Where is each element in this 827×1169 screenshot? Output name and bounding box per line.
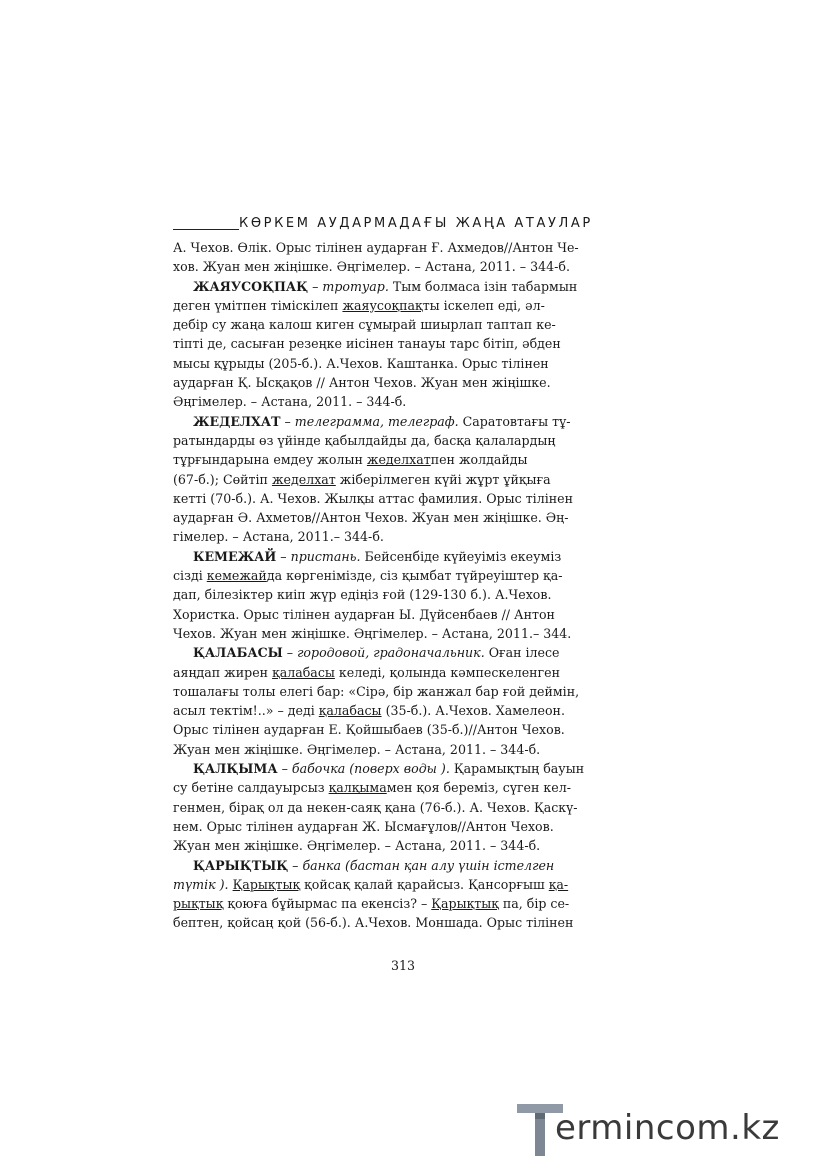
text-line bbox=[173, 875, 619, 894]
text-line bbox=[173, 836, 619, 855]
text-run: – bbox=[276, 548, 291, 564]
text-run: па, бір се- bbox=[498, 896, 570, 912]
text-run: (67-б.); Сөйтіп bbox=[173, 471, 272, 487]
text-line bbox=[173, 701, 619, 720]
russian-equivalent: пристань. bbox=[290, 548, 361, 564]
logo-wordmark: ermincom.kz bbox=[555, 1108, 780, 1148]
text-line bbox=[173, 412, 619, 431]
text-line bbox=[173, 856, 619, 875]
headword: КЕМЕЖАЙ bbox=[193, 548, 277, 564]
text-run: су бетіне салдауырсыз bbox=[173, 780, 329, 796]
text-run: жіберілмеген күйі жұрт ұйқыға bbox=[335, 471, 551, 487]
text-run: сізді bbox=[173, 568, 207, 584]
term-usage: рықтық bbox=[173, 896, 224, 912]
term-usage: жеделхат bbox=[366, 452, 431, 468]
term-usage: қалабасы bbox=[272, 664, 335, 680]
text-run: пен жолдайды bbox=[430, 452, 528, 468]
text-run: аударған Қ. Ысқақов // Антон Чехов. Жуан мен жіңішке. bbox=[173, 375, 551, 391]
russian-equivalent: түтік ). bbox=[173, 876, 229, 892]
text-run: тіпті де, сасыған резеңке иісінен танауы тарс бітіп, әбден bbox=[173, 336, 561, 352]
text-run: – bbox=[277, 761, 292, 777]
term-usage: Қарықтық bbox=[431, 896, 499, 912]
headword: ҚАЛҚЫМА bbox=[193, 761, 278, 777]
text-run: Жуан мен жіңішке. Әңгімелер. – Астана, 2011. – 344-б. bbox=[173, 838, 541, 854]
russian-equivalent: тротуар. bbox=[322, 278, 389, 294]
text-line bbox=[173, 605, 619, 624]
text-run: аяңдап жирен bbox=[173, 664, 273, 680]
text-line bbox=[173, 392, 619, 411]
text-line bbox=[173, 894, 619, 913]
text-run: дап, білезіктер киіп жүр едіңіз ғой (129-130 б.). А.Чехов. bbox=[173, 587, 552, 603]
text-line bbox=[173, 527, 619, 546]
text-run: дебір су жаңа калош киген сұмырай шиырлап таптап ке- bbox=[173, 317, 556, 333]
dictionary-entry bbox=[173, 759, 619, 855]
text-run: Жуан мен жіңішке. Әңгімелер. – Астана, 2011. – 344-б. bbox=[173, 741, 541, 757]
text-line bbox=[173, 450, 619, 469]
text-run: Орыс тілінен аударған Е. Қойшыбаев (35-б.)//Антон Чехов. bbox=[173, 722, 565, 738]
text-line bbox=[173, 778, 619, 797]
text-run: ратындарды өз үйінде қабылдайды да, басқа қалалардың bbox=[173, 432, 556, 448]
text-run: ты іскелеп еді, әл- bbox=[422, 297, 545, 313]
text-run: мысы құрыды (205-б.). А.Чехов. Каштанка. Орыс тілінен bbox=[173, 355, 549, 371]
text-line bbox=[173, 759, 619, 778]
running-head-title: КӨРКЕМ АУДАРМАДАҒЫ ЖАҢА АТАУЛАР bbox=[239, 216, 593, 231]
text-run: гімелер. – Астана, 2011.– 344-б. bbox=[173, 529, 384, 545]
text-run: деген үмітпен тіміскілеп bbox=[173, 297, 343, 313]
text-run: Тым болмаса ізін табармын bbox=[388, 278, 578, 294]
text-run: Қарамықтың бауын bbox=[449, 761, 585, 777]
text-line bbox=[173, 682, 619, 701]
text-run: қойсақ қалай қарайсыз. Қансорғыш bbox=[300, 876, 549, 892]
text-run: Оған ілесе bbox=[484, 645, 560, 661]
headword: ҚАРЫҚТЫҚ bbox=[193, 857, 289, 873]
text-line bbox=[173, 547, 619, 566]
text-run: келеді, қолында кәмпескеленген bbox=[334, 664, 561, 680]
text-run: бептен, қойсаң қой (56-б.). А.Чехов. Моншада. Орыс тілінен bbox=[173, 915, 574, 931]
text-run: тошалағы толы елегі бар: «Сірә, бір жанжал бар ғой деймін, bbox=[173, 683, 580, 699]
text-run: – bbox=[308, 278, 323, 294]
text-run: Саратовтағы тұ- bbox=[458, 413, 571, 429]
text-run: кетті (70-б.). А. Чехов. Жылқы аттас фамилия. Орыс тілінен bbox=[173, 490, 573, 506]
text-line bbox=[173, 566, 619, 585]
term-usage: қалқыма bbox=[328, 780, 387, 796]
dictionary-entry bbox=[173, 643, 619, 759]
text-run: Чехов. Жуан мен жіңішке. Әңгімелер. – Астана, 2011.– 344. bbox=[173, 625, 572, 641]
headword: ЖАЯУСОҚПАҚ bbox=[193, 278, 309, 294]
russian-equivalent: телеграмма, телеграф. bbox=[294, 413, 459, 429]
text-run: Бейсенбіде күйеуіміз екеуміз bbox=[360, 548, 562, 564]
dictionary-entry bbox=[173, 412, 619, 547]
text-line bbox=[173, 277, 619, 296]
text-line bbox=[173, 798, 619, 817]
text-run: Әңгімелер. – Астана, 2011. – 344-б. bbox=[173, 394, 407, 410]
text-run: Хористка. Орыс тілінен аударған Ы. Дүйсенбаев // Антон bbox=[173, 606, 555, 622]
dictionary-entry bbox=[173, 856, 619, 933]
headword: ЖЕДЕЛХАТ bbox=[193, 413, 281, 429]
text-line bbox=[173, 624, 619, 643]
continuation-paragraph bbox=[173, 238, 619, 277]
term-usage: қа- bbox=[548, 876, 569, 892]
text-run: генмен, бірақ ол да некен-саяқ қана (76-б.). А. Чехов. Қаскү- bbox=[173, 799, 578, 815]
russian-equivalent: городовой, градоначальник. bbox=[297, 645, 485, 661]
text-run: – bbox=[282, 645, 298, 661]
text-line bbox=[173, 720, 619, 739]
text-run: аударған Ә. Ахметов//Антон Чехов. Жуан мен жіңішке. Әң- bbox=[173, 510, 569, 526]
headword: ҚАЛАБАСЫ bbox=[193, 645, 283, 661]
text-line bbox=[173, 470, 619, 489]
text-line bbox=[173, 508, 619, 527]
text-run: (35-б.). А.Чехов. Хамелеон. bbox=[381, 703, 565, 719]
text-run: А. Чехов. Өлік. Орыс тілінен аударған Ғ. Ахмедов//Антон Че- bbox=[173, 240, 579, 255]
text-run: – bbox=[288, 857, 303, 873]
running-head-rule bbox=[173, 229, 239, 230]
dictionary-entry bbox=[173, 277, 619, 412]
text-line bbox=[173, 913, 619, 932]
text-line bbox=[173, 431, 619, 450]
text-line bbox=[173, 817, 619, 836]
dictionary-entry bbox=[173, 547, 619, 643]
text-line bbox=[173, 373, 619, 392]
text-run: мен қоя береміз, сүген кел- bbox=[386, 780, 571, 796]
dictionary-body bbox=[173, 238, 619, 933]
term-usage: қалабасы bbox=[318, 703, 382, 719]
text-run: асыл тектім!..» – деді bbox=[173, 703, 319, 719]
term-usage: жаяусоқпақ bbox=[342, 297, 423, 313]
text-line bbox=[173, 257, 619, 276]
page-number: 313 bbox=[390, 958, 416, 973]
russian-equivalent: бабочка (поверх воды ). bbox=[291, 761, 450, 777]
text-run: нем. Орыс тілінен аударған Ж. Ысмағұлов//Антон Чехов. bbox=[173, 818, 554, 834]
text-line bbox=[173, 489, 619, 508]
running-head bbox=[173, 210, 618, 234]
russian-equivalent: банка (бастан қан алу үшін істелген bbox=[302, 857, 555, 873]
term-usage: Қарықтық bbox=[232, 876, 301, 892]
text-line bbox=[173, 643, 619, 662]
text-line bbox=[173, 663, 619, 682]
term-usage: кемежай bbox=[206, 568, 267, 584]
text-line bbox=[173, 334, 619, 353]
text-line bbox=[173, 354, 619, 373]
text-run: хов. Жуан мен жіңішке. Әңгімелер. – Астана, 2011. – 344-б. bbox=[173, 259, 570, 275]
text-line bbox=[173, 238, 619, 257]
text-line bbox=[173, 296, 619, 315]
text-line bbox=[173, 740, 619, 759]
text-line bbox=[173, 585, 619, 604]
term-usage: жеделхат bbox=[271, 471, 336, 487]
text-run: да көргенімізде, сіз қымбат түйреуіштер қа- bbox=[266, 568, 563, 584]
text-line bbox=[173, 315, 619, 334]
termincom-logo bbox=[517, 1100, 817, 1160]
text-run: тұрғындарына емдеу жолын bbox=[173, 452, 367, 468]
text-run: – bbox=[280, 413, 295, 429]
text-run: қоюға бұйырмас па екенсіз? – bbox=[223, 896, 432, 912]
